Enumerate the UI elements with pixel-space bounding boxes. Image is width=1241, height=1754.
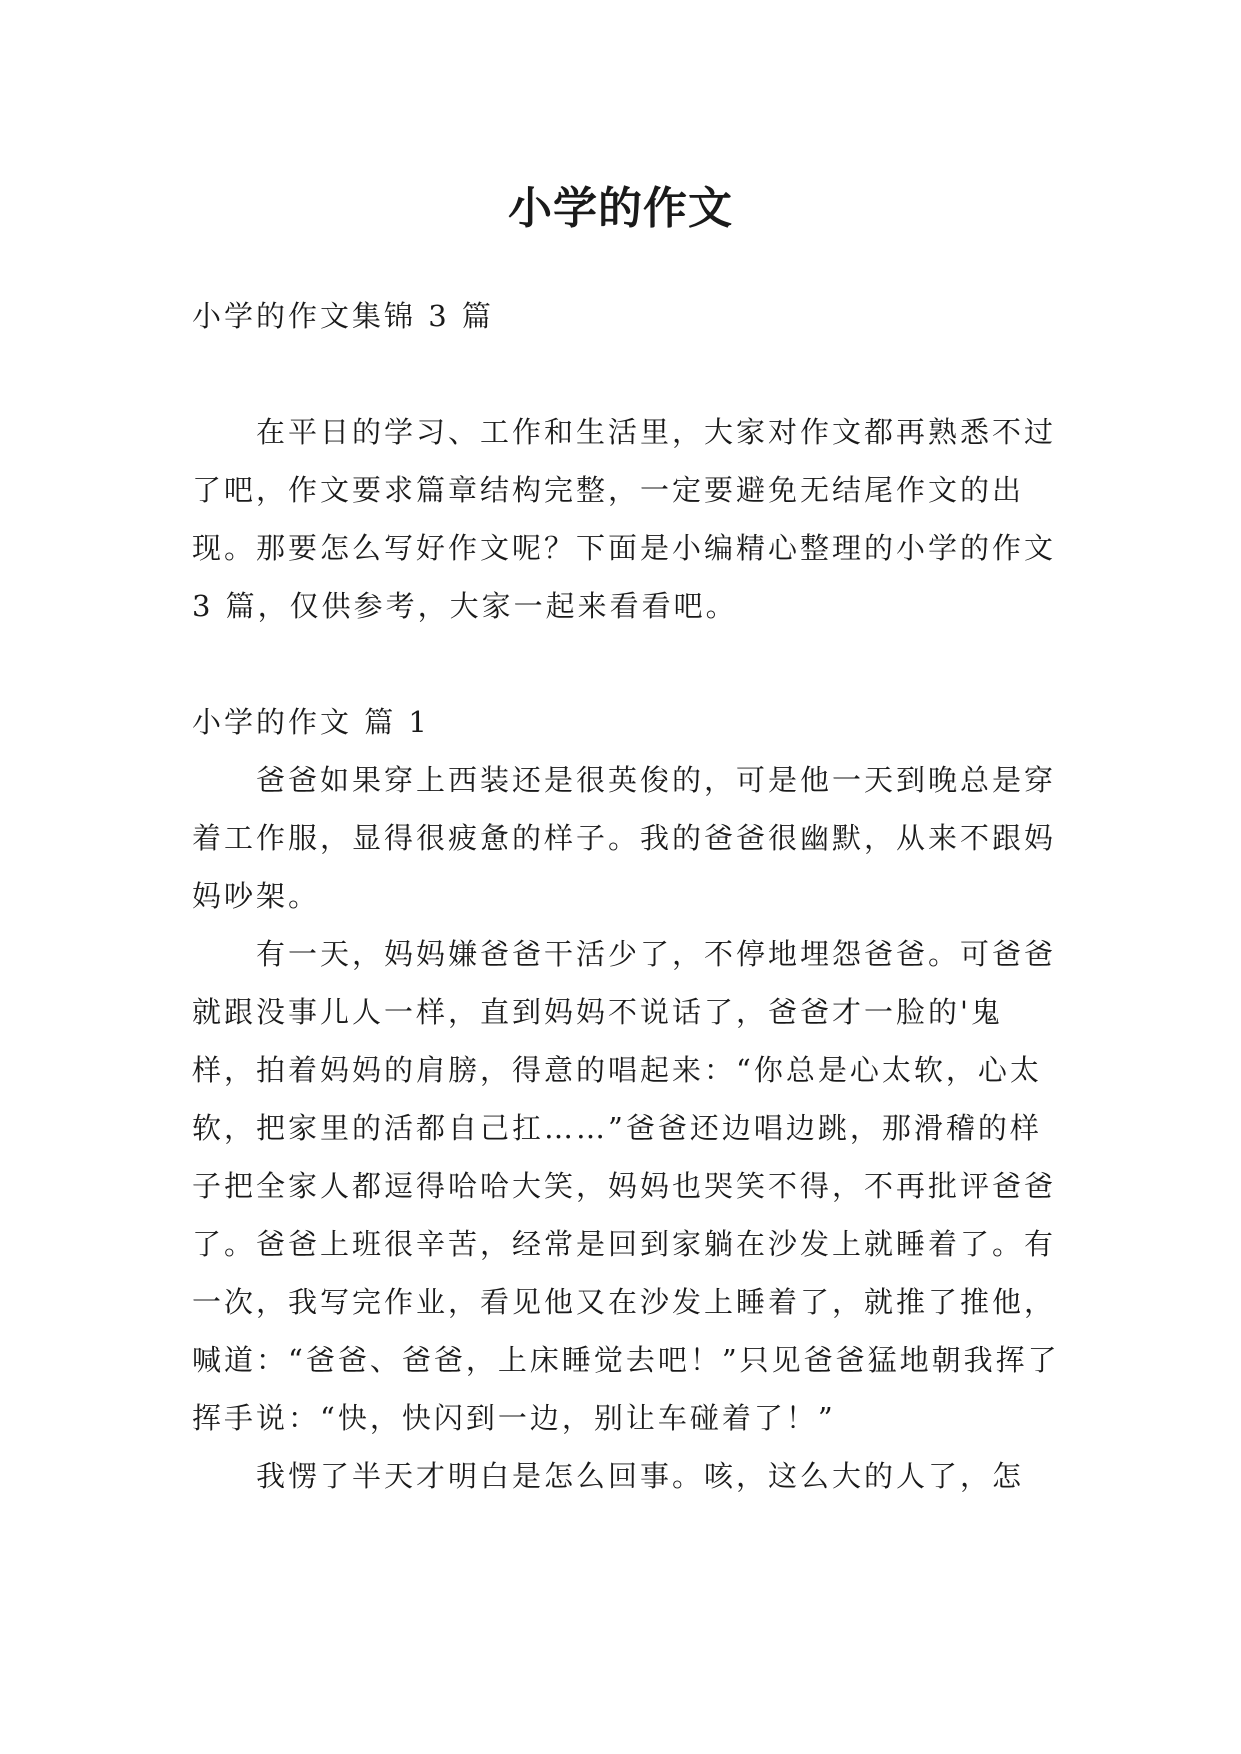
document-body [192, 287, 1062, 1505]
body-paragraph: 我愣了半天才明白是怎么回事。咳，这么大的人了，怎 [256, 1459, 1025, 1493]
document-subtitle: 小学的作文集锦 3 篇 [192, 299, 494, 333]
intro-paragraph: 在平日的学习、工作和生活里，大家对作文都再熟悉不过了吧，作文要求篇章结构完整，一定要避免无结尾作文的出现。那要怎么写好作文呢？下面是小编精心整理的小学的作文 3 篇，仅供参考，大家一起来看看吧。 [192, 415, 1057, 623]
body-paragraph: 爸爸如果穿上西装还是很英俊的，可是他一天到晚总是穿着工作服，显得很疲惫的样子。我的爸爸很幽默，从来不跟妈妈吵架。 [192, 763, 1057, 913]
document-title: 小学的作文 [508, 183, 733, 235]
section-heading: 小学的作文 篇 1 [192, 705, 430, 739]
body-paragraph: 有一天，妈妈嫌爸爸干活少了，不停地埋怨爸爸。可爸爸就跟没事儿人一样，直到妈妈不说话了，爸爸才一脸的'鬼样，拍着妈妈的肩膀，得意的唱起来：“你总是心太软，心太软，把家里的活都自己扛……”爸爸还边唱边跳，那滑稽的样子把全家人都逗得哈哈大笑，妈妈也哭笑不得，不再批评爸爸了。爸爸上班很辛苦，经常是回到家躺在沙发上就睡着了。有一次，我写完作业，看见他又在沙发上睡着了，就推了推他，喊道：“爸爸、爸爸，上床睡觉去吧！”只见爸爸猛地朝我挥了挥手说：“快，快闪到一边，别让车碰着了！” [192, 937, 1060, 1435]
